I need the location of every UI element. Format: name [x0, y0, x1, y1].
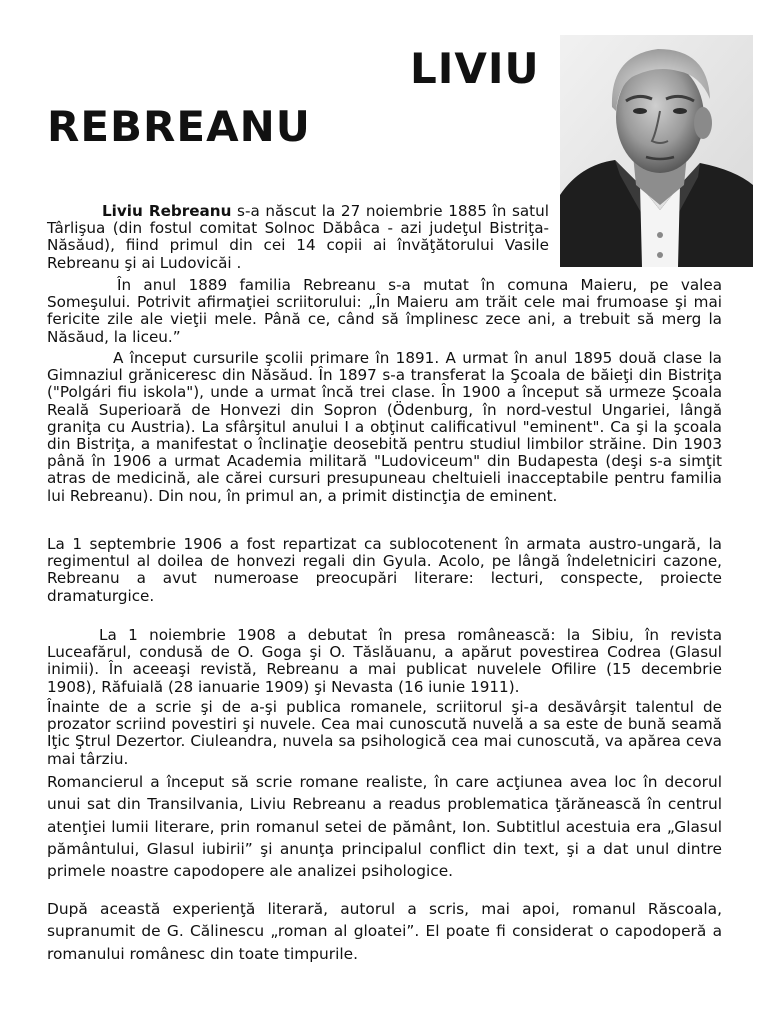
- paragraph-military: [47, 536, 722, 605]
- paragraph-rascoala-text: După această experienţă literară, autorul a scris, mai apoi, romanul Răscoala, supranumit de G. Călinescu „roman al gloatei”. El poate fi considerat o capodoperă a romanului românesc din toate timpurile.: [47, 900, 722, 963]
- author-name: Liviu Rebreanu: [102, 202, 232, 220]
- paragraph-novels: [47, 771, 722, 882]
- paragraph-birth: [47, 203, 549, 272]
- paragraph-education: [47, 350, 722, 505]
- paragraph-novellas-text: Înainte de a scrie şi de a-şi publica romanele, scriitorul şi-a desăvârşit talentul de prozator scriind povestiri şi nuvele. Cea mai cunoscută nuvelă a sa este de bună seamă Iţic Ştrul Dezertor. Ciuleandra, nuvela sa psihologică cea mai cunoscută, va apărea ceva mai târziu.: [47, 698, 722, 768]
- paragraph-debut-text: La 1 noiembrie 1908 a debutat în presa românească: la Sibiu, în revista Luceafărul, condusă de O. Goga şi O. Tăslăuanu, a apărut povestirea Codrea (Glasul inimii). În aceeaşi revistă, Rebreanu a mai publicat nuvelele Ofilire (15 decembrie 1908), Răfuială (28 ianuarie 1909) şi Nevasta (16 iunie 1911).: [47, 626, 722, 696]
- portrait-illustration: [560, 35, 753, 267]
- paragraph-novels-text: Romancierul a început să scrie romane realiste, în care acţiunea avea loc în decorul unui sat din Transilvania, Liviu Rebreanu a readus problematica ţărănească în centrul atenţiei lumii literare, prin romanul setei de pământ, Ion. Subtitlul acestuia era „Glasul pământului, Glasul iubirii” şi anunţa principalul conflict din text, şi a dat unul dintre primele noastre capodopere ale analizei psihologice.: [47, 773, 722, 881]
- paragraph-military-text: La 1 septembrie 1906 a fost repartizat ca sublocotenent în armata austro-ungară, la regimentul al doilea de honvezi regali din Gyula. Acolo, pe lângă îndeletniciri cazone, Rebreanu a avut numeroase preocupări literare: lecturi, conspecte, proiecte dramaturgice.: [47, 535, 722, 605]
- paragraph-novellas: [47, 699, 722, 768]
- paragraph-rascoala: [47, 898, 722, 965]
- title-last-name: REBREANU: [47, 102, 311, 151]
- portrait-photo: [560, 35, 753, 267]
- paragraph-childhood: [47, 277, 722, 346]
- paragraph-birth-text: s-a născut la 27 noiembrie 1885 în satul Târlişua (din fostul comitat Solnoc Dăbâca - azi judeţul Bistriţa-Năsăud), fiind primul din cei 14 copii ai învăţătorului Vasile Rebreanu şi ai Ludovicăi .: [47, 202, 549, 272]
- paragraph-debut: [47, 627, 722, 696]
- paragraph-education-text: A început cursurile şcolii primare în 1891. A urmat în anul 1895 două clase la Gimnaziul grăniceresc din Năsăud. În 1897 s-a transferat la Şcoala de băieţi din Bistriţa ("Polgári fiu iskola"), unde a urmat încă trei clase. În 1900 a început să urmeze Şcoala Reală Superioară de Honvezi din Sopron (Ödenburg, în nord-vestul Ungariei, lângă graniţa cu Austria). La sfârşitul anului I a obţinut calificativul "eminent". Ca şi la şcoala din Bistriţa, a manifestat o înclinaţie deosebită pentru studiul limbilor străine. Din 1903 până în 1906 a urmat Academia militară "Ludoviceum" din Budapesta (deşi s-a simţit atras de medicină, ale cărei cursuri presupuneau cheltuieli inacceptabile pentru familia lui Rebreanu). Din nou, în primul an, a primit distincţia de eminent.: [47, 349, 722, 505]
- title-first-name: LIVIU: [410, 44, 540, 93]
- paragraph-childhood-text: În anul 1889 familia Rebreanu s-a mutat în comuna Maieru, pe valea Someşului. Potrivit afirmaţiei scriitorului: „În Maieru am trăit cele mai frumoase şi mai fericite zile ale vieţii mele. Până ce, când să împlinesc zece ani, a trebuit să merg la Năsăud, la liceu.”: [47, 276, 722, 346]
